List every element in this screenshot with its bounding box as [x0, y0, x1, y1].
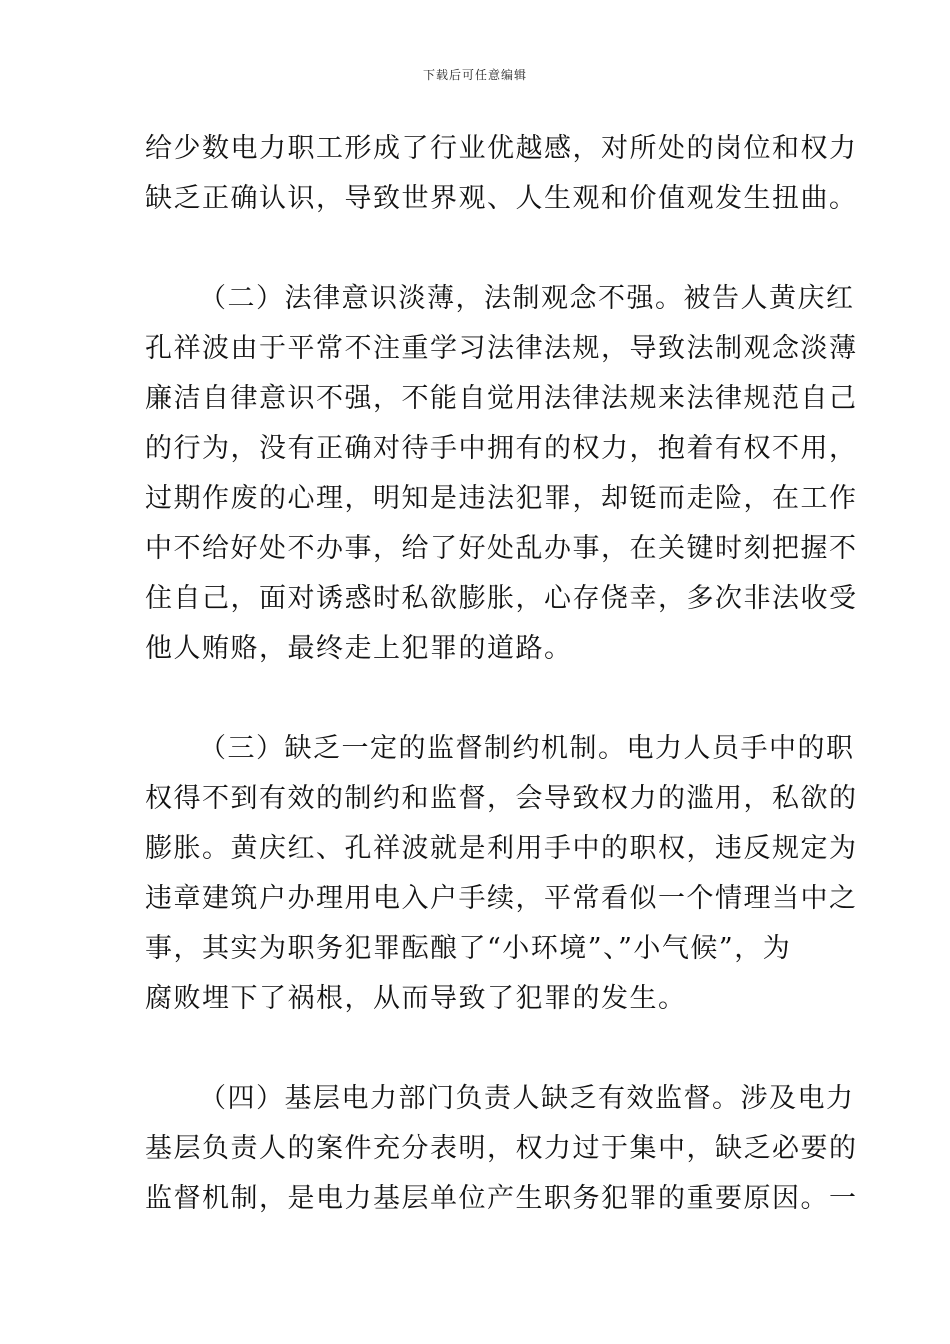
text-line: 给少数电力职工形成了行业优越感，对所处的岗位和权力 — [145, 133, 858, 164]
text-line: 事，其实为职务犯罪酝酿了“小环境”、”小气候”，为 — [145, 933, 792, 964]
paragraph-section-2 — [145, 274, 858, 674]
text-line-indented: （三）缺乏一定的监督制约机制。电力人员手中的职 — [199, 733, 855, 764]
text-line: 缺乏正确认识，导致世界观、人生观和价值观发生扭曲。 — [145, 183, 858, 214]
text-line: 监督机制，是电力基层单位产生职务犯罪的重要原因。一 — [145, 1183, 858, 1214]
text-line: 腐败埋下了祸根，从而导致了犯罪的发生。 — [145, 983, 687, 1014]
text-line: 廉洁自律意识不强，不能自觉用法律法规来法律规范自己 — [145, 383, 858, 414]
text-line: 过期作废的心理，明知是违法犯罪，却铤而走险，在工作 — [145, 483, 858, 514]
text-line-indented: （四）基层电力部门负责人缺乏有效监督。涉及电力 — [199, 1083, 855, 1114]
paragraph-section-3 — [145, 724, 858, 1024]
paragraph-gap — [145, 674, 805, 724]
text-line: 他人贿赂，最终走上犯罪的道路。 — [145, 633, 573, 664]
text-line-indented: （二）法律意识淡薄，法制观念不强。被告人黄庆红 — [199, 283, 855, 314]
paragraph-gap — [145, 1024, 805, 1074]
text-line: 住自己，面对诱惑时私欲膨胀，心存侥幸，多次非法收受 — [145, 583, 858, 614]
text-line: 基层负责人的案件充分表明，权力过于集中，缺乏必要的 — [145, 1133, 858, 1164]
document-body — [145, 124, 858, 1224]
text-line: 中不给好处不办事，给了好处乱办事，在关键时刻把握不 — [145, 533, 858, 564]
text-line: 孔祥波由于平常不注重学习法律法规，导致法制观念淡薄 — [145, 333, 858, 364]
paragraph-section-4 — [145, 1074, 858, 1224]
paragraph-continuation — [145, 124, 858, 224]
paragraph-gap — [145, 224, 805, 274]
text-line: 权得不到有效的制约和监督，会导致权力的滥用，私欲的 — [145, 783, 858, 814]
text-line: 违章建筑户办理用电入户手续，平常看似一个情理当中之 — [145, 883, 858, 914]
text-line: 的行为，没有正确对待手中拥有的权力，抱着有权不用， — [145, 433, 858, 464]
page-header: 下载后可任意编辑 — [422, 68, 527, 82]
text-line: 膨胀。黄庆红、孔祥波就是利用手中的职权，违反规定为 — [145, 833, 858, 864]
